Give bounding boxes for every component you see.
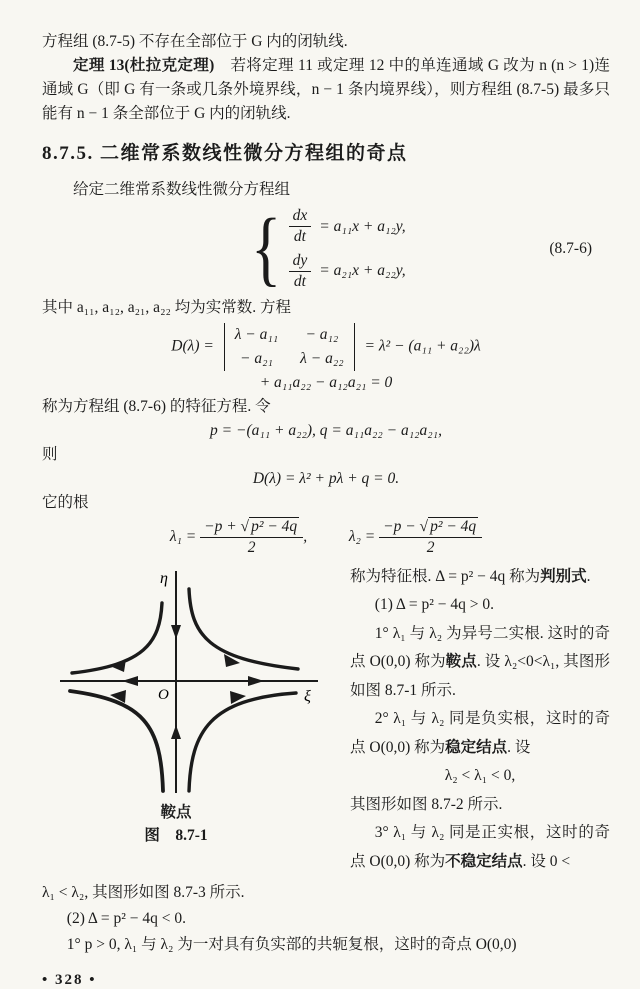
theorem-13-title: 定理 13(杜拉克定理): [73, 57, 215, 74]
root1-fraction: [200, 518, 303, 557]
saddle-phase-portrait: [52, 563, 332, 801]
arrow-right-icon: [248, 676, 264, 686]
rc-text: .: [586, 567, 591, 585]
equation-dx-dt: [289, 207, 406, 246]
roots-comma: ,: [303, 527, 308, 545]
rc-characteristic-roots: [350, 563, 610, 592]
paragraph-then: 则: [42, 446, 58, 463]
paragraph-real-constants: 其中 a₁₁, a₁₂, a₂₁, a₂₂ 均为实常数. 方程: [42, 299, 291, 316]
det-entry-21: − a₂₁: [240, 350, 273, 367]
rc-text: 2° λ₁ 与 λ₂ 同是负实根，这时的奇点 O(0,0) 称为: [350, 710, 610, 756]
det-entry-22: λ − a₂₂: [300, 350, 344, 367]
rc-case-1-1: [350, 620, 610, 706]
root1-radicand: p² − 4q: [251, 518, 298, 535]
equation-roots: [42, 518, 610, 557]
page-number: • 328 •: [42, 972, 97, 989]
rc-term-unstable-node: 不稳定结点: [445, 852, 523, 870]
figure-8-7-1: [42, 563, 350, 877]
arrow-up-icon: [171, 725, 181, 739]
trajectory-arrow-icon: [110, 659, 126, 672]
rc-case-1: (1) Δ = p² − 4q > 0.: [374, 596, 494, 614]
paragraph-theorem-13: [42, 54, 610, 126]
rc-inequality: λ₂ < λ₁ < 0,: [444, 767, 516, 785]
det-entry-11: λ − a₁₁: [234, 326, 279, 343]
fraction-dx-dt: [289, 207, 312, 246]
rc-see-figure-2: 其图形如图 8.7-2 所示.: [350, 795, 503, 813]
equation-dy-dt: [289, 252, 406, 291]
determinant: [224, 323, 355, 371]
equation-d-lambda-simple: D(λ) = λ² + pλ + q = 0.: [252, 470, 400, 487]
figure-caption-number: 图 8.7-1: [144, 826, 208, 844]
rc-text: . 设 0 <: [522, 852, 571, 870]
root2-num-pre: −p − √: [383, 518, 429, 535]
root2-numerator: [379, 518, 482, 538]
root2-radicand: p² − 4q: [430, 518, 477, 535]
fraction-dy-dt: [289, 252, 312, 291]
equation-characteristic-determinant: [42, 323, 610, 371]
theorem-13-body: 若将定理 11 或定理 12 中的单连通域 G 改为 n (n > 1)连通域 G（即 G 有一条或几条外境界线，n − 1 条内境界线），则方程组 (8.7-5) 最多只能有 n − 1 条全部位于 G 内的闭轨线.: [42, 57, 611, 122]
equation-p-q-definition: p = −(a₁₁ + a₂₂), q = a₁₁a₂₂ − a₁₂a₂₁,: [210, 422, 442, 439]
equation-number-8-7-6: (8.7-6): [549, 240, 592, 257]
right-text-column: [350, 563, 610, 877]
rc-term-stable-node: 稳定结点: [445, 738, 508, 756]
det-rhs-line1: = λ² − (a₁₁ + a₂₂)λ: [364, 337, 481, 355]
root1-lhs: λ₁ =: [169, 527, 197, 545]
rc-case-1-2: [350, 705, 610, 762]
paragraph-characteristic-eq: 称为方程组 (8.7-6) 的特征方程. 令: [42, 398, 271, 415]
rc-text: 1° λ₁ 与 λ₂ 为异号二实根. 这时的奇点 O(0,0) 称为: [350, 624, 610, 671]
rc-case-1-3: [350, 819, 610, 876]
two-column-section: [42, 563, 610, 877]
root1-numerator: [200, 518, 303, 538]
frac-numerator: dy: [289, 252, 312, 272]
frac-numerator: dx: [289, 207, 312, 227]
frac-denominator: dt: [293, 228, 306, 246]
figure-caption-name: 鞍点: [160, 803, 192, 821]
bottom-line-2: (2) Δ = p² − 4q < 0.: [66, 910, 186, 928]
arrow-down-icon: [171, 625, 181, 639]
rc-text: 3° λ₁ 与 λ₂ 同是正实根，这时的奇点 O(0,0) 称为: [350, 824, 610, 870]
paragraph-its-roots: 它的根: [42, 494, 89, 511]
equation-rhs: = a₁₁x + a₁₂y,: [319, 217, 406, 235]
rc-text: . 设: [507, 738, 531, 756]
equation-system-8-7-6: [42, 202, 610, 295]
bottom-text-block: [42, 880, 610, 958]
root2-fraction: [379, 518, 482, 557]
origin-label: O: [158, 686, 169, 703]
det-lhs: D(λ) =: [171, 337, 214, 355]
rc-text: . 设 λ₂<0<λ₁, 其图形如图 8.7-1 所示.: [350, 653, 610, 699]
bottom-line-3: 1° p > 0, λ₁ 与 λ₂ 为一对具有负实部的共轭复根，这时的奇点 O(0,0): [66, 936, 517, 954]
equation-rhs: = a₂₁x + a₂₂y,: [319, 262, 406, 280]
root2-lhs: λ₂ =: [348, 527, 376, 545]
eta-axis-label: η: [160, 569, 168, 587]
det-entry-12: − a₁₂: [305, 326, 339, 343]
system-brace: {: [251, 202, 282, 295]
paragraph-given-system: 给定二维常系数线性微分方程组: [73, 181, 291, 198]
equation-characteristic-continued: + a₁₁a₂₂ − a₁₂a₂₁ = 0: [259, 374, 393, 391]
root1-num-pre: −p + √: [204, 518, 250, 535]
rc-term-saddle: 鞍点: [445, 653, 477, 671]
xi-axis-label: ξ: [304, 687, 311, 705]
arrow-left-icon: [122, 676, 138, 686]
root1-denominator: 2: [247, 538, 256, 556]
paragraph-closed-orbit: 方程组 (8.7-5) 不存在全部位于 G 内的闭轨线.: [42, 33, 348, 50]
frac-denominator: dt: [293, 272, 306, 290]
bottom-line-1: λ₁ < λ₂, 其图形如图 8.7-3 所示.: [42, 884, 245, 902]
root2-denominator: 2: [426, 538, 435, 556]
section-heading-8-7-5: 8.7.5. 二维常系数线性微分方程组的奇点: [42, 143, 408, 164]
rc-text: 称为特征根. Δ = p² − 4q 称为: [350, 567, 541, 585]
rc-term-discriminant: 判别式: [540, 567, 587, 585]
